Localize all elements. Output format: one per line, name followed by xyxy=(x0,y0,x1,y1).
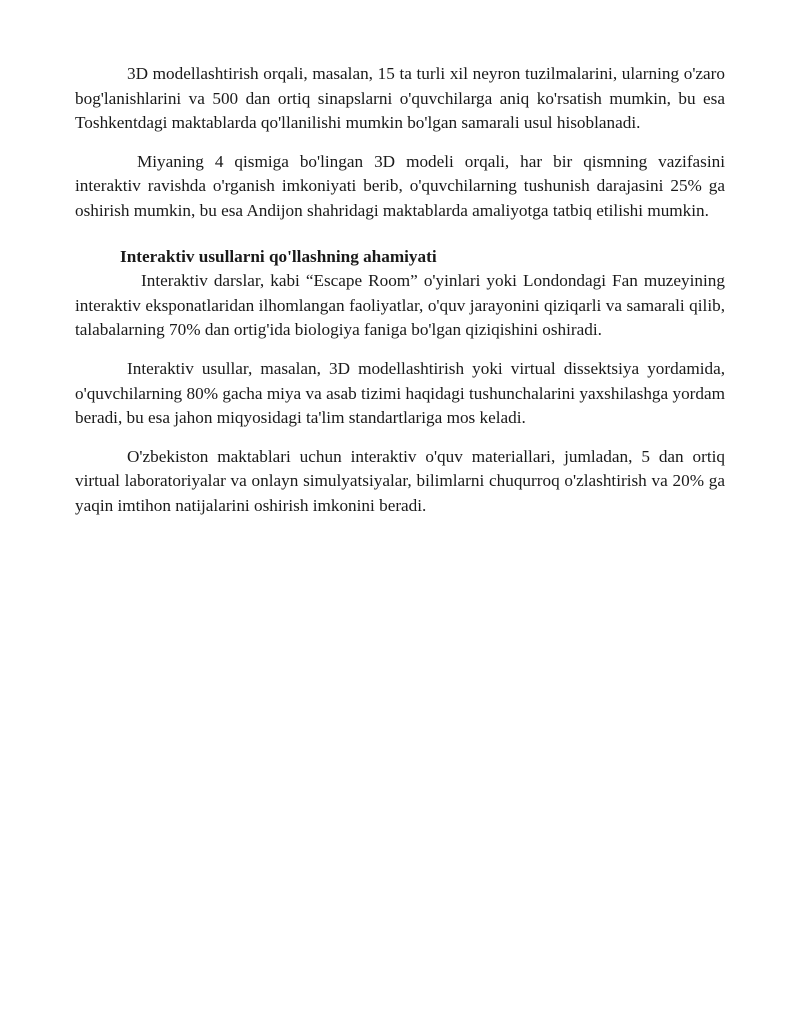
document-page xyxy=(75,62,725,519)
paragraph-uzbekistan-schools: O'zbekiston maktablari uchun interaktiv o'quv materiallari, jumladan, 5 dan ortiq virtual laboratoriyalar va onlayn simulyatsiyalar, bilimlarni chuqurroq o'zlashtirish va 20% ga yaqin imtihon natijalarini oshirish imkonini beradi. xyxy=(75,446,725,515)
paragraph-interactive-lessons: Interaktiv darslar, kabi “Escape Room” o'yinlari yoki Londondagi Fan muzeyining interaktiv eksponatlaridan ilhomlangan faoliyatlar, o'quv jarayonini qiziqarli va samarali qilib, talabalarning 70% dan ortig'ida biologiya faniga bo'lgan qiziqishini oshiradi. xyxy=(75,271,725,340)
paragraph-3d-modeling-neurons: 3D modellashtirish orqali, masalan, 15 ta turli xil neyron tuzilmalarini, ularning o'zaro bog'lanishlarini va 500 dan ortiq sinapslarni o'quvchilarga aniq ko'rsatish mumkin, bu esa Toshkentdagi maktablarda qo'llanilishi mumkin bo'lgan samarali usul hisoblanadi. xyxy=(75,64,725,133)
paragraph-interactive-methods: Interaktiv usullar, masalan, 3D modellashtirish yoki virtual dissektsiya yordamida, o'quvchilarning 80% gacha miya va asab tizimi haqidagi tushunchalarini yaxshilashga yordam beradi, bu esa jahon miqyosidagi ta'lim standartlariga mos keladi. xyxy=(75,358,725,428)
paragraph-brain-model-parts: Miyaning 4 qismiga bo'lingan 3D modeli orqali, har bir qismning vazifasini interaktiv ravishda o'rganish imkoniyati berib, o'quvchilarning tushunish darajasini 25% ga oshirish mumkin, bu esa Andijon shahridagi maktablarda amaliyotga tatbiq etilishi mumkin. xyxy=(75,151,725,220)
section-heading: Interaktiv usullarni qo'llashning ahamiyati xyxy=(120,246,437,266)
